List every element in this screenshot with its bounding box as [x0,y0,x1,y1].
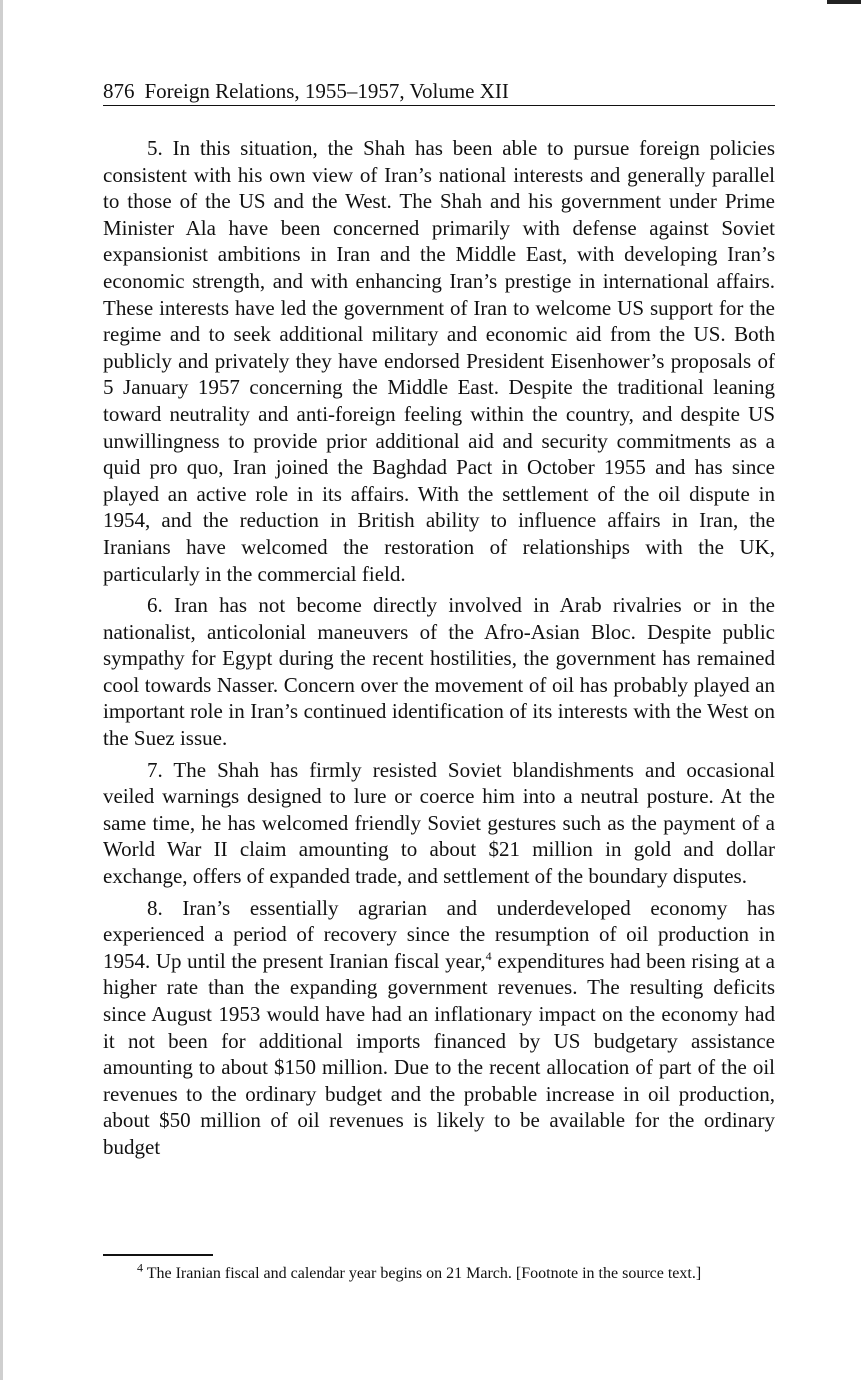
footnote-marker: 4 [137,1260,143,1275]
footnote-4 [103,1260,775,1284]
corner-mark [827,0,861,4]
body-text [103,135,775,1166]
paragraph-8-start: 8. Iran’s essentially agrarian and underdeveloped economy has experienced a period of recovery since the resumption of oil production in 1954. Up until the present Iranian fiscal year, [103,895,775,973]
page-number: 876 [103,79,135,103]
footnote-text: The Iranian fiscal and calendar year begins on 21 March. [Footnote in the source text.] [146,1265,702,1282]
running-header [103,78,775,106]
paragraph-7: 7. The Shah has firmly resisted Soviet blandishments and occasional veiled warnings designed to lure or coerce him into a neutral posture. At the same time, he has welcomed friendly Soviet gestures such as the payment of a World War II claim amounting to about $21 million in gold and dollar exchange, offers of expanded trade, and settlement of the boundary disputes. [103,757,775,889]
paragraph-8 [103,895,775,1161]
volume-title: Foreign Relations, 1955–1957, Volume XII [144,79,509,103]
page-edge-rule [0,0,3,1380]
paragraph-8-rest: expenditures had been rising at a higher rate than the expanding government revenues. The resulting deficits since August 1953 would have had an inflationary impact on the economy had it not been for additional imports financed by US budgetary assistance amounting to about $150 million. Due to the recent allocation of part of the oil revenues to the ordinary budget and the probable increase in oil production, about $50 million of oil revenues is likely to be available for the ordinary budget [103,948,775,1159]
footnote-reference[interactable]: 4 [485,948,492,963]
footnote-separator [103,1254,213,1256]
paragraph-6: 6. Iran has not become directly involved in Arab rivalries or in the nationalist, anticolonial maneuvers of the Afro-Asian Bloc. Despite public sympathy for Egypt during the recent hostilities, the government has remained cool towards Nasser. Concern over the movement of oil has probably played an important role in Iran’s continued identification of its interests with the West on the Suez issue. [103,593,775,751]
paragraph-5: 5. In this situation, the Shah has been able to pursue foreign policies consistent with his own view of Iran’s national interests and generally parallel to those of the US and the West. The Shah and his government under Prime Minister Ala have been concerned primarily with defense against Soviet expansionist ambitions in Iran and the Middle East, with developing Iran’s economic strength, and with enhancing Iran’s prestige in international affairs. These interests have led the government of Iran to welcome US support for the regime and to seek additional military and economic aid from the US. Both publicly and privately they have endorsed President Eisenhower’s proposals of 5 January 1957 concerning the Middle East. Despite the traditional leaning toward neutrality and anti-foreign feeling within the country, and despite US unwillingness to provide prior additional aid and security commitments as a quid pro quo, Iran joined the Baghdad Pact in October 1955 and has since played an active role in its affairs. With the settlement of the oil dispute in 1954, and the reduction in British ability to influence affairs in Iran, the Iranians have welcomed the restoration of relationships with the UK, particularly in the commercial field. [103,136,775,586]
